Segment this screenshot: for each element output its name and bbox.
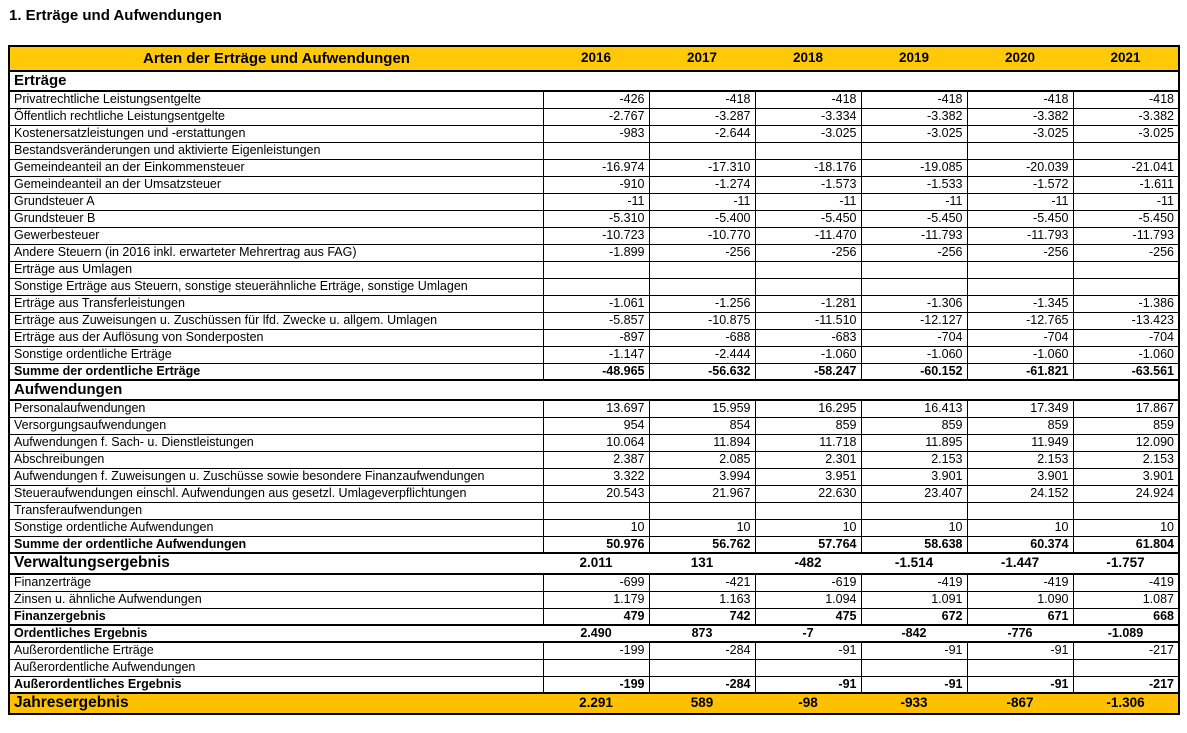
value-cell xyxy=(967,659,1073,676)
value-cell: -256 xyxy=(649,244,755,261)
table-body xyxy=(9,71,1179,714)
value-cell: 10 xyxy=(649,519,755,536)
value-cell: 1.087 xyxy=(1073,591,1179,608)
table-row xyxy=(9,346,1179,363)
value-cell xyxy=(649,659,755,676)
value-cell: -91 xyxy=(755,676,861,693)
value-cell: -426 xyxy=(543,91,649,108)
value-cell xyxy=(1073,261,1179,278)
table-row xyxy=(9,400,1179,417)
value-cell: 1.163 xyxy=(649,591,755,608)
row-label: Erträge aus Transferleistungen xyxy=(9,295,543,312)
row-label: Abschreibungen xyxy=(9,451,543,468)
value-cell: -3.025 xyxy=(861,125,967,142)
table-row xyxy=(9,676,1179,693)
table-row xyxy=(9,312,1179,329)
value-cell: -3.025 xyxy=(755,125,861,142)
value-cell: 10 xyxy=(755,519,861,536)
table-row xyxy=(9,553,1179,574)
row-label: Grundsteuer A xyxy=(9,193,543,210)
value-cell: -1.447 xyxy=(967,553,1073,574)
value-cell: -704 xyxy=(967,329,1073,346)
value-cell xyxy=(649,278,755,295)
value-cell: -683 xyxy=(755,329,861,346)
value-cell: -217 xyxy=(1073,642,1179,659)
column-header-year-2016: 2016 xyxy=(543,46,649,71)
row-label: Außerordentliches Ergebnis xyxy=(9,676,543,693)
column-header-year-2017: 2017 xyxy=(649,46,755,71)
value-cell: -98 xyxy=(755,693,861,714)
value-cell: -3.382 xyxy=(967,108,1073,125)
value-cell xyxy=(755,261,861,278)
value-cell: 61.804 xyxy=(1073,536,1179,553)
section-row xyxy=(9,71,1179,91)
value-cell: -419 xyxy=(967,574,1073,591)
value-cell xyxy=(1073,142,1179,159)
value-cell: -418 xyxy=(967,91,1073,108)
value-cell: 50.976 xyxy=(543,536,649,553)
value-cell: -910 xyxy=(543,176,649,193)
value-cell: 12.090 xyxy=(1073,434,1179,451)
value-cell: 11.895 xyxy=(861,434,967,451)
value-cell: -11 xyxy=(755,193,861,210)
row-label: Aufwendungen f. Zuweisungen u. Zuschüsse sowie besondere Finanzaufwendungen xyxy=(9,468,543,485)
value-cell: 859 xyxy=(1073,417,1179,434)
value-cell: -5.450 xyxy=(755,210,861,227)
value-cell: -11.793 xyxy=(1073,227,1179,244)
value-cell: 16.413 xyxy=(861,400,967,417)
table-row xyxy=(9,519,1179,536)
value-cell: -619 xyxy=(755,574,861,591)
value-cell: -1.572 xyxy=(967,176,1073,193)
table-row xyxy=(9,591,1179,608)
value-cell: -1.533 xyxy=(861,176,967,193)
table-row xyxy=(9,329,1179,346)
value-cell: -13.423 xyxy=(1073,312,1179,329)
row-label: Kostenersatzleistungen und -erstattungen xyxy=(9,125,543,142)
row-label: Aufwendungen f. Sach- u. Dienstleistungen xyxy=(9,434,543,451)
value-cell: -1.345 xyxy=(967,295,1073,312)
value-cell: 2.291 xyxy=(543,693,649,714)
table-row xyxy=(9,159,1179,176)
value-cell: 17.349 xyxy=(967,400,1073,417)
value-cell xyxy=(649,502,755,519)
value-cell: -983 xyxy=(543,125,649,142)
value-cell: 2.153 xyxy=(967,451,1073,468)
table-row xyxy=(9,176,1179,193)
value-cell xyxy=(1073,659,1179,676)
table-row xyxy=(9,244,1179,261)
row-label: Summe der ordentliche Erträge xyxy=(9,363,543,380)
row-label: Personalaufwendungen xyxy=(9,400,543,417)
value-cell: -11.793 xyxy=(967,227,1073,244)
value-cell: -1.060 xyxy=(755,346,861,363)
value-cell: 2.153 xyxy=(1073,451,1179,468)
value-cell: -284 xyxy=(649,676,755,693)
value-cell: -5.450 xyxy=(861,210,967,227)
row-label: Gemeindeanteil an der Umsatzsteuer xyxy=(9,176,543,193)
value-cell: -2.644 xyxy=(649,125,755,142)
column-header-year-2018: 2018 xyxy=(755,46,861,71)
value-cell: -776 xyxy=(967,625,1073,642)
value-cell: -3.287 xyxy=(649,108,755,125)
value-cell: 671 xyxy=(967,608,1073,625)
row-label: Öffentlich rechtliche Leistungsentgelte xyxy=(9,108,543,125)
table-row xyxy=(9,295,1179,312)
value-cell: 20.543 xyxy=(543,485,649,502)
value-cell: -1.757 xyxy=(1073,553,1179,574)
value-cell: 3.951 xyxy=(755,468,861,485)
row-label: Bestandsveränderungen und aktivierte Eigenleistungen xyxy=(9,142,543,159)
value-cell: -1.281 xyxy=(755,295,861,312)
value-cell xyxy=(543,278,649,295)
value-cell: -5.450 xyxy=(967,210,1073,227)
value-cell: -61.821 xyxy=(967,363,1073,380)
value-cell: -867 xyxy=(967,693,1073,714)
value-cell: -933 xyxy=(861,693,967,714)
value-cell: 3.901 xyxy=(1073,468,1179,485)
table-row xyxy=(9,261,1179,278)
value-cell: 859 xyxy=(755,417,861,434)
value-cell: -5.400 xyxy=(649,210,755,227)
value-cell: 3.901 xyxy=(967,468,1073,485)
page-title: 1. Erträge und Aufwendungen xyxy=(9,7,222,24)
value-cell xyxy=(649,261,755,278)
table-row xyxy=(9,536,1179,553)
value-cell: -1.061 xyxy=(543,295,649,312)
value-cell: -284 xyxy=(649,642,755,659)
table-row xyxy=(9,468,1179,485)
value-cell: -11 xyxy=(967,193,1073,210)
value-cell: 873 xyxy=(649,625,755,642)
value-cell: -17.310 xyxy=(649,159,755,176)
table-row xyxy=(9,91,1179,108)
column-header-year-2020: 2020 xyxy=(967,46,1073,71)
value-cell: 60.374 xyxy=(967,536,1073,553)
section-row xyxy=(9,380,1179,400)
value-cell xyxy=(755,142,861,159)
value-cell xyxy=(967,142,1073,159)
value-cell: 742 xyxy=(649,608,755,625)
value-cell: 2.490 xyxy=(543,625,649,642)
value-cell: 58.638 xyxy=(861,536,967,553)
value-cell: -419 xyxy=(861,574,967,591)
row-label: Erträge aus Umlagen xyxy=(9,261,543,278)
value-cell: -60.152 xyxy=(861,363,967,380)
value-cell: 10 xyxy=(967,519,1073,536)
value-cell: -419 xyxy=(1073,574,1179,591)
value-cell xyxy=(543,142,649,159)
value-cell xyxy=(755,502,861,519)
row-label: Erträge aus Zuweisungen u. Zuschüssen für lfd. Zwecke u. allgem. Umlagen xyxy=(9,312,543,329)
value-cell: -418 xyxy=(1073,91,1179,108)
value-cell: -91 xyxy=(967,676,1073,693)
value-cell: -11 xyxy=(861,193,967,210)
value-cell: -217 xyxy=(1073,676,1179,693)
value-cell: -11.793 xyxy=(861,227,967,244)
value-cell: 24.924 xyxy=(1073,485,1179,502)
value-cell: -704 xyxy=(1073,329,1179,346)
value-cell xyxy=(861,261,967,278)
value-cell: 2.387 xyxy=(543,451,649,468)
value-cell: -3.382 xyxy=(1073,108,1179,125)
value-cell: -699 xyxy=(543,574,649,591)
value-cell: 23.407 xyxy=(861,485,967,502)
row-label: Erträge aus der Auflösung von Sonderposten xyxy=(9,329,543,346)
table-row xyxy=(9,642,1179,659)
value-cell: -199 xyxy=(543,642,649,659)
value-cell: -63.561 xyxy=(1073,363,1179,380)
value-cell: -1.060 xyxy=(861,346,967,363)
table-row xyxy=(9,451,1179,468)
value-cell: -91 xyxy=(755,642,861,659)
section-label: Erträge xyxy=(9,71,1179,91)
row-label: Transferaufwendungen xyxy=(9,502,543,519)
value-cell: -10.770 xyxy=(649,227,755,244)
value-cell: -1.256 xyxy=(649,295,755,312)
table-row xyxy=(9,417,1179,434)
value-cell: -842 xyxy=(861,625,967,642)
table-row xyxy=(9,659,1179,676)
value-cell: -56.632 xyxy=(649,363,755,380)
value-cell: 589 xyxy=(649,693,755,714)
row-label: Gemeindeanteil an der Einkommensteuer xyxy=(9,159,543,176)
value-cell: -16.974 xyxy=(543,159,649,176)
value-cell: 13.697 xyxy=(543,400,649,417)
table-row xyxy=(9,142,1179,159)
value-cell: 11.894 xyxy=(649,434,755,451)
value-cell: -21.041 xyxy=(1073,159,1179,176)
value-cell: 15.959 xyxy=(649,400,755,417)
value-cell: -704 xyxy=(861,329,967,346)
row-label: Privatrechtliche Leistungsentgelte xyxy=(9,91,543,108)
row-label: Finanzergebnis xyxy=(9,608,543,625)
value-cell: 10 xyxy=(861,519,967,536)
value-cell: -3.025 xyxy=(1073,125,1179,142)
value-cell: -11 xyxy=(1073,193,1179,210)
value-cell: -5.450 xyxy=(1073,210,1179,227)
value-cell xyxy=(861,659,967,676)
value-cell: -19.085 xyxy=(861,159,967,176)
column-header-categories: Arten der Erträge und Aufwendungen xyxy=(9,46,543,71)
value-cell: -12.765 xyxy=(967,312,1073,329)
value-cell: 17.867 xyxy=(1073,400,1179,417)
value-cell: -12.127 xyxy=(861,312,967,329)
value-cell: -91 xyxy=(861,676,967,693)
value-cell xyxy=(967,261,1073,278)
value-cell: -418 xyxy=(649,91,755,108)
value-cell: -5.310 xyxy=(543,210,649,227)
value-cell: -91 xyxy=(861,642,967,659)
row-label: Verwaltungsergebnis xyxy=(9,553,543,574)
value-cell: 2.085 xyxy=(649,451,755,468)
value-cell: -2.444 xyxy=(649,346,755,363)
value-cell: -1.573 xyxy=(755,176,861,193)
value-cell xyxy=(1073,278,1179,295)
value-cell: 1.091 xyxy=(861,591,967,608)
value-cell: -1.514 xyxy=(861,553,967,574)
value-cell: -1.899 xyxy=(543,244,649,261)
value-cell: 10 xyxy=(543,519,649,536)
value-cell: -3.334 xyxy=(755,108,861,125)
table-row xyxy=(9,210,1179,227)
value-cell: -48.965 xyxy=(543,363,649,380)
row-label: Steueraufwendungen einschl. Aufwendungen aus gesetzl. Umlageverpflichtungen xyxy=(9,485,543,502)
value-cell xyxy=(861,278,967,295)
value-cell: 3.322 xyxy=(543,468,649,485)
value-cell: 668 xyxy=(1073,608,1179,625)
row-label: Außerordentliche Aufwendungen xyxy=(9,659,543,676)
value-cell: -1.060 xyxy=(967,346,1073,363)
table-row xyxy=(9,608,1179,625)
row-label: Grundsteuer B xyxy=(9,210,543,227)
row-label: Sonstige ordentliche Aufwendungen xyxy=(9,519,543,536)
value-cell: 1.094 xyxy=(755,591,861,608)
value-cell: 1.090 xyxy=(967,591,1073,608)
value-cell: 859 xyxy=(967,417,1073,434)
value-cell: -256 xyxy=(861,244,967,261)
table-row xyxy=(9,363,1179,380)
value-cell xyxy=(543,502,649,519)
value-cell: -256 xyxy=(1073,244,1179,261)
value-cell: 2.011 xyxy=(543,553,649,574)
value-cell xyxy=(861,142,967,159)
column-header-year-2019: 2019 xyxy=(861,46,967,71)
value-cell: 2.301 xyxy=(755,451,861,468)
value-cell: -5.857 xyxy=(543,312,649,329)
value-cell: -10.723 xyxy=(543,227,649,244)
value-cell: 3.994 xyxy=(649,468,755,485)
value-cell: -1.274 xyxy=(649,176,755,193)
table-row xyxy=(9,502,1179,519)
value-cell: -91 xyxy=(967,642,1073,659)
value-cell: 475 xyxy=(755,608,861,625)
row-label: Jahresergebnis xyxy=(9,693,543,714)
value-cell: 22.630 xyxy=(755,485,861,502)
value-cell xyxy=(967,278,1073,295)
value-cell: -482 xyxy=(755,553,861,574)
row-label: Außerordentliche Erträge xyxy=(9,642,543,659)
value-cell: 24.152 xyxy=(967,485,1073,502)
value-cell: 1.179 xyxy=(543,591,649,608)
row-label: Sonstige ordentliche Erträge xyxy=(9,346,543,363)
value-cell: -3.025 xyxy=(967,125,1073,142)
row-label: Sonstige Erträge aus Steuern, sonstige steuerähnliche Erträge, sonstige Umlagen xyxy=(9,278,543,295)
row-label: Gewerbesteuer xyxy=(9,227,543,244)
value-cell: -1.611 xyxy=(1073,176,1179,193)
table-row xyxy=(9,108,1179,125)
row-label: Versorgungsaufwendungen xyxy=(9,417,543,434)
value-cell xyxy=(861,502,967,519)
table-header-row xyxy=(9,46,1179,71)
column-header-year-2021: 2021 xyxy=(1073,46,1179,71)
value-cell: -256 xyxy=(967,244,1073,261)
value-cell: -1.089 xyxy=(1073,625,1179,642)
table-row xyxy=(9,574,1179,591)
value-cell xyxy=(967,502,1073,519)
value-cell: 859 xyxy=(861,417,967,434)
table-row xyxy=(9,625,1179,642)
value-cell: -7 xyxy=(755,625,861,642)
value-cell: -418 xyxy=(861,91,967,108)
table-row xyxy=(9,193,1179,210)
value-cell: -11 xyxy=(649,193,755,210)
value-cell: 21.967 xyxy=(649,485,755,502)
section-label: Aufwendungen xyxy=(9,380,1179,400)
income-expense-table xyxy=(8,45,1180,715)
value-cell xyxy=(755,278,861,295)
value-cell xyxy=(543,659,649,676)
row-label: Finanzerträge xyxy=(9,574,543,591)
value-cell: 2.153 xyxy=(861,451,967,468)
value-cell: 954 xyxy=(543,417,649,434)
value-cell: -1.147 xyxy=(543,346,649,363)
value-cell: -421 xyxy=(649,574,755,591)
value-cell: 854 xyxy=(649,417,755,434)
value-cell: -1.306 xyxy=(861,295,967,312)
table-row xyxy=(9,227,1179,244)
table-row xyxy=(9,278,1179,295)
value-cell: 57.764 xyxy=(755,536,861,553)
value-cell: 11.949 xyxy=(967,434,1073,451)
value-cell: 56.762 xyxy=(649,536,755,553)
value-cell: 672 xyxy=(861,608,967,625)
value-cell: -418 xyxy=(755,91,861,108)
row-label: Summe der ordentliche Aufwendungen xyxy=(9,536,543,553)
table-row xyxy=(9,693,1179,714)
value-cell: 3.901 xyxy=(861,468,967,485)
value-cell: 16.295 xyxy=(755,400,861,417)
value-cell: -11.470 xyxy=(755,227,861,244)
value-cell: -11 xyxy=(543,193,649,210)
value-cell: -20.039 xyxy=(967,159,1073,176)
row-label: Andere Steuern (in 2016 inkl. erwarteter Mehrertrag aus FAG) xyxy=(9,244,543,261)
value-cell: -1.306 xyxy=(1073,693,1179,714)
value-cell: -2.767 xyxy=(543,108,649,125)
value-cell: -58.247 xyxy=(755,363,861,380)
value-cell: -199 xyxy=(543,676,649,693)
value-cell xyxy=(649,142,755,159)
row-label: Ordentliches Ergebnis xyxy=(9,625,543,642)
table-row xyxy=(9,434,1179,451)
value-cell xyxy=(755,659,861,676)
value-cell: -1.386 xyxy=(1073,295,1179,312)
table-row xyxy=(9,485,1179,502)
value-cell: -10.875 xyxy=(649,312,755,329)
value-cell: 131 xyxy=(649,553,755,574)
value-cell: -18.176 xyxy=(755,159,861,176)
value-cell: -3.382 xyxy=(861,108,967,125)
value-cell: 11.718 xyxy=(755,434,861,451)
value-cell: -688 xyxy=(649,329,755,346)
value-cell xyxy=(1073,502,1179,519)
row-label: Zinsen u. ähnliche Aufwendungen xyxy=(9,591,543,608)
value-cell: -11.510 xyxy=(755,312,861,329)
value-cell: 10 xyxy=(1073,519,1179,536)
value-cell: -897 xyxy=(543,329,649,346)
value-cell: -256 xyxy=(755,244,861,261)
value-cell: -1.060 xyxy=(1073,346,1179,363)
table-row xyxy=(9,125,1179,142)
value-cell: 479 xyxy=(543,608,649,625)
value-cell xyxy=(543,261,649,278)
value-cell: 10.064 xyxy=(543,434,649,451)
